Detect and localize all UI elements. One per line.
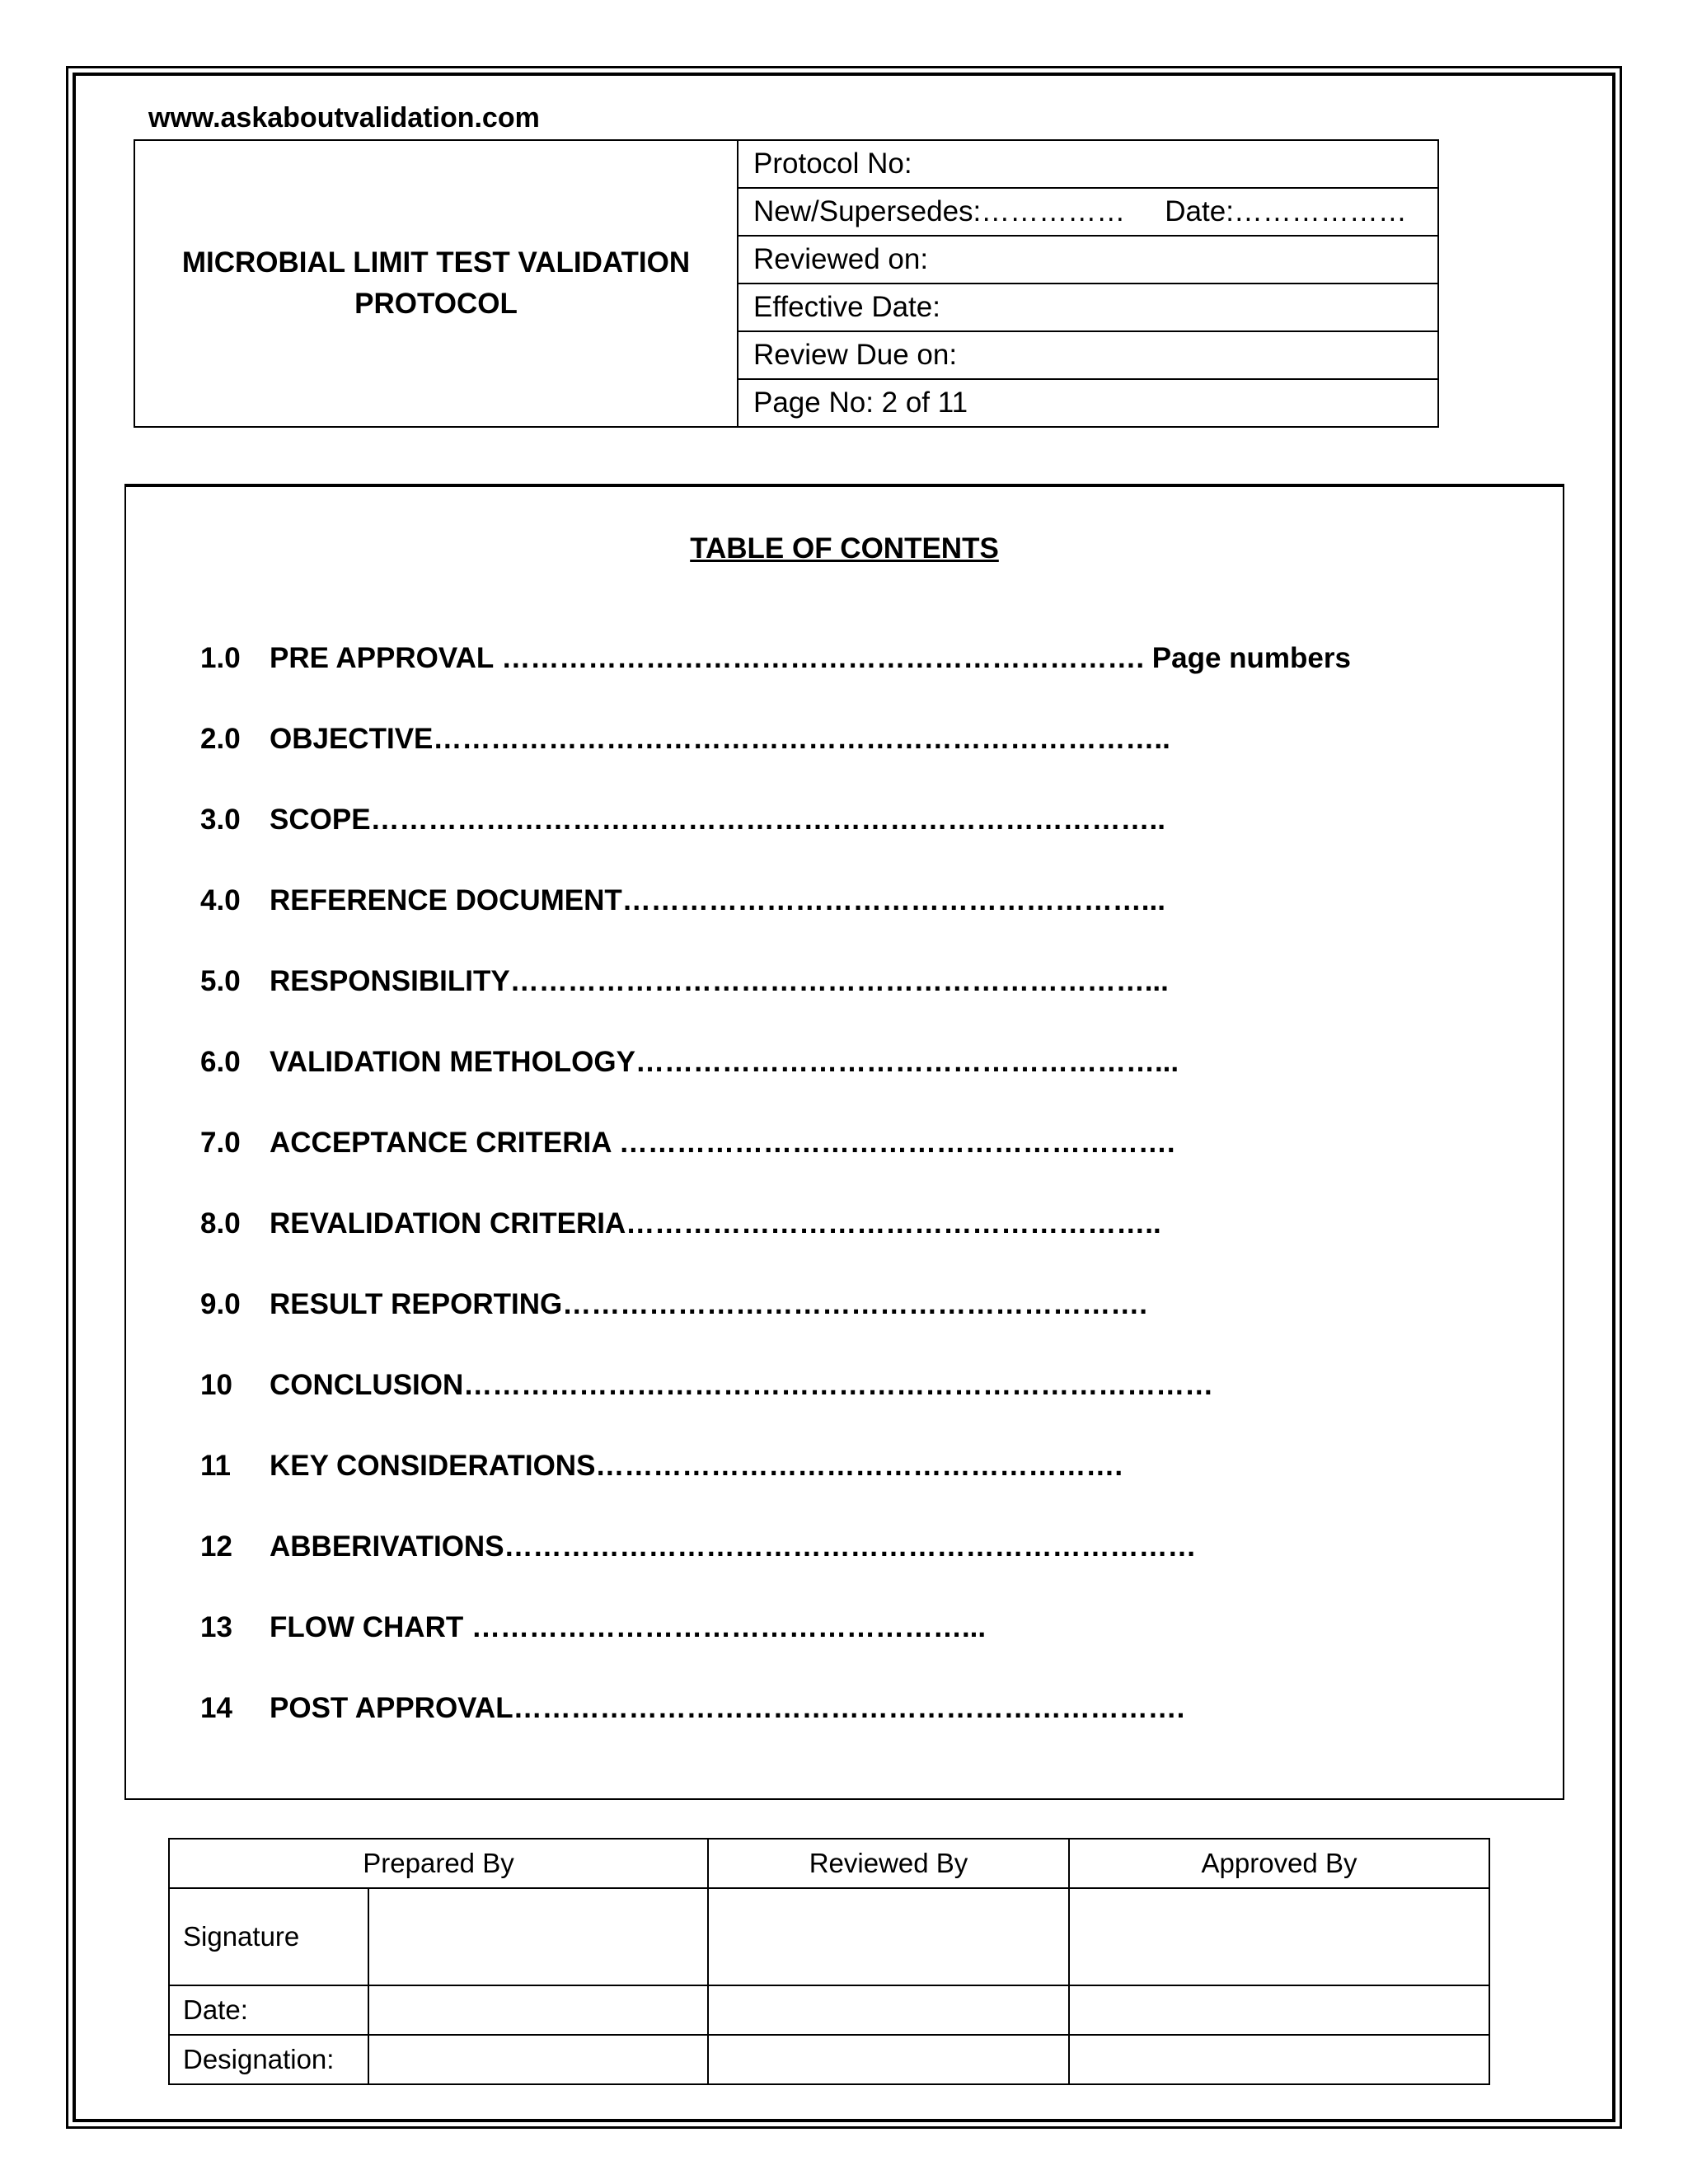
toc-item-text: FLOW CHART ……………………………………………...	[270, 1611, 987, 1643]
toc-item	[200, 1611, 1351, 1692]
prepared-by-header: Prepared By	[169, 1839, 708, 1888]
approved-by-header: Approved By	[1069, 1839, 1489, 1888]
toc-item	[200, 1288, 1351, 1369]
toc-item	[200, 804, 1351, 884]
document-title-line2: PROTOCOL	[354, 288, 518, 320]
toc-item-number: 5.0	[200, 965, 241, 997]
toc-item-text: CONCLUSION……………………………………………………………………	[270, 1369, 1214, 1401]
toc-item	[200, 1692, 1351, 1773]
toc-item-text: KEY CONSIDERATIONS……………………………………………….	[270, 1450, 1123, 1482]
toc-item-number: 2.0	[200, 723, 241, 755]
approved-designation-cell[interactable]	[1069, 2035, 1489, 2084]
toc-item-number: 6.0	[200, 1046, 241, 1078]
effective-date-field: Effective Date:	[738, 284, 1438, 331]
toc-item	[200, 1369, 1351, 1450]
toc-title: TABLE OF CONTENTS	[690, 532, 999, 565]
reviewed-by-header: Reviewed By	[708, 1839, 1069, 1888]
toc-item-number: 13	[200, 1611, 232, 1643]
toc-item-text: OBJECTIVE…………………………………………………………………..	[270, 723, 1170, 755]
protocol-no-field: Protocol No:	[738, 140, 1438, 188]
new-supersedes-label: New/Supersedes:……………	[753, 195, 1126, 227]
toc-item-number: 11	[200, 1450, 231, 1482]
toc-item-number: 7.0	[200, 1127, 241, 1159]
toc-item-number: 4.0	[200, 884, 241, 916]
toc-item-number: 3.0	[200, 804, 241, 836]
designation-row-label: Designation:	[169, 2035, 368, 2084]
reviewed-signature-cell[interactable]	[708, 1888, 1069, 1985]
table-of-contents-box	[124, 484, 1564, 1800]
approved-signature-cell[interactable]	[1069, 1888, 1489, 1985]
toc-item-text: POST APPROVAL…………………………………………………………….	[270, 1692, 1185, 1724]
toc-item	[200, 1450, 1351, 1530]
toc-item-number: 10	[200, 1369, 232, 1401]
date-row-label: Date:	[169, 1985, 368, 2035]
toc-item-number: 9.0	[200, 1288, 241, 1320]
signoff-table	[168, 1838, 1490, 2085]
toc-item-text: REFERENCE DOCUMENT………………………………………………...	[270, 884, 1165, 916]
toc-item-text: RESULT REPORTING…………………………………………………….	[270, 1288, 1147, 1320]
prepared-signature-cell[interactable]	[368, 1888, 708, 1985]
toc-item-text: RESPONSIBILITY…………………………………………………………...	[270, 965, 1169, 997]
toc-item	[200, 642, 1351, 723]
toc-item	[200, 723, 1351, 804]
toc-item	[200, 1127, 1351, 1207]
review-due-on-field: Review Due on:	[738, 331, 1438, 379]
toc-list	[200, 642, 1351, 1773]
toc-item-text: PRE APPROVAL …………………………………………………………. Page numbers	[270, 642, 1351, 674]
page-number-field: Page No: 2 of 11	[738, 379, 1438, 427]
toc-item-number: 12	[200, 1530, 232, 1563]
reviewed-on-field: Reviewed on:	[738, 236, 1438, 284]
toc-item-text: SCOPE………………………………………………………………………..	[270, 804, 1165, 836]
reviewed-date-cell[interactable]	[708, 1985, 1069, 2035]
toc-item	[200, 1207, 1351, 1288]
document-header-table	[134, 139, 1439, 428]
toc-item	[200, 884, 1351, 965]
toc-item-text: ABBERIVATIONS………………………………………………………………	[270, 1530, 1197, 1563]
website-url: www.askaboutvalidation.com	[148, 102, 540, 134]
toc-item-text: VALIDATION METHOLOGY………………………………………………...	[270, 1046, 1179, 1078]
toc-item-number: 1.0	[200, 642, 241, 674]
toc-item-number: 8.0	[200, 1207, 241, 1240]
toc-item-text: REVALIDATION CRITERIA………………………………………………..	[270, 1207, 1161, 1240]
document-title-line1: MICROBIAL LIMIT TEST VALIDATION	[181, 246, 691, 279]
prepared-designation-cell[interactable]	[368, 2035, 708, 2084]
new-supersedes-field	[738, 188, 1438, 236]
toc-item-number: 14	[200, 1692, 232, 1724]
date-label: Date:………………	[1165, 195, 1407, 227]
toc-item	[200, 1046, 1351, 1127]
toc-item	[200, 965, 1351, 1046]
toc-item	[200, 1530, 1351, 1611]
reviewed-designation-cell[interactable]	[708, 2035, 1069, 2084]
toc-item-text: ACCEPTANCE CRITERIA ………………………………………………….	[270, 1127, 1175, 1159]
prepared-date-cell[interactable]	[368, 1985, 708, 2035]
signature-label: Signature	[169, 1888, 368, 1985]
document-title	[134, 140, 738, 427]
approved-date-cell[interactable]	[1069, 1985, 1489, 2035]
